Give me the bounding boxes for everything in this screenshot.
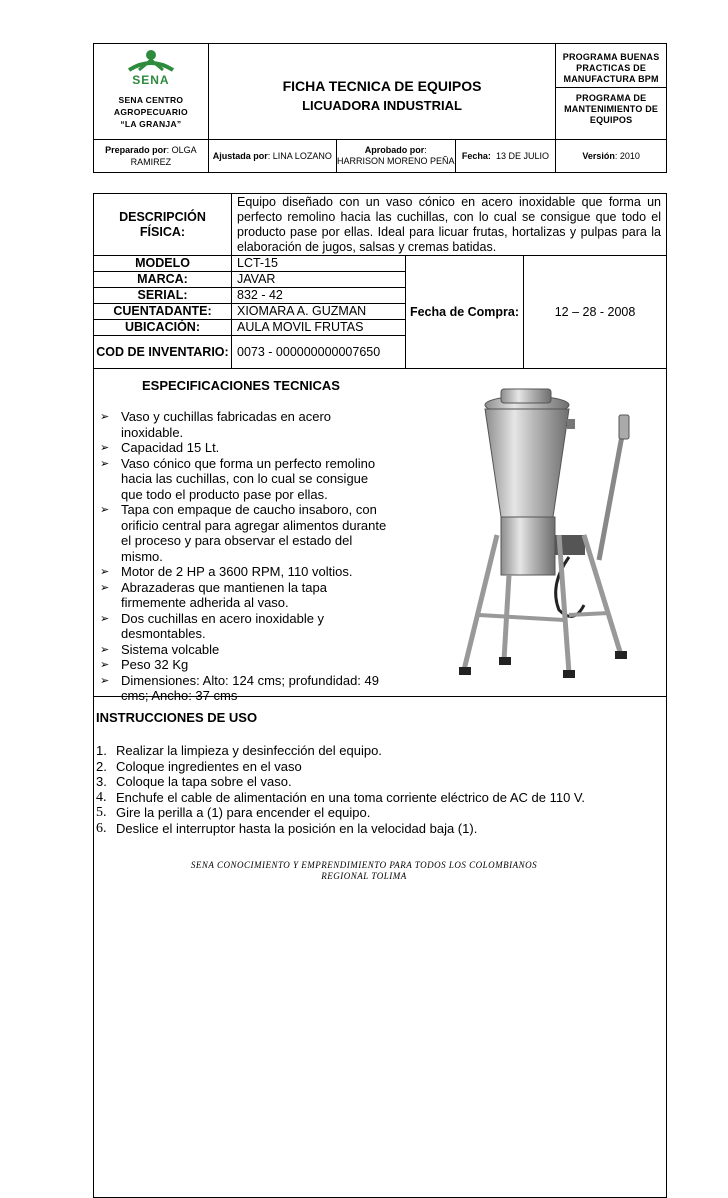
list-item: ➢ Vaso y cuchillas fabricadas en acero inoxidable. (100, 409, 390, 440)
brand-value: JAVAR (232, 272, 406, 288)
list-item: ➢ Dos cuchillas en acero inoxidable y desmontables. (100, 611, 390, 642)
list-item: 1. Realizar la limpieza y desinfección del equipo. (96, 743, 382, 758)
version: Versión: 2010 (556, 140, 667, 173)
purchase-label: Fecha de Compra: (406, 256, 524, 369)
list-item: ➢ Capacidad 15 Lt. (100, 440, 390, 456)
location-label: UBICACIÓN: (94, 320, 232, 336)
custodian-label: CUENTADANTE: (94, 304, 232, 320)
logo-text: SENA (132, 73, 170, 87)
logo-cell (94, 44, 209, 140)
program-maintenance: PROGRAMA DE MANTENIMIENTO DE EQUIPOS (564, 93, 659, 125)
header-table (93, 43, 667, 173)
content-body (93, 363, 667, 1198)
list-item: 5. Gire la perilla a (1) para encender el equipo. (96, 805, 371, 820)
sena-logo (121, 48, 181, 94)
blender-image (449, 385, 649, 685)
serial-label: SERIAL: (94, 288, 232, 304)
program-bpm: PROGRAMA BUENAS PRACTICAS DE MANUFACTURA BPM (556, 51, 666, 88)
list-item: ➢ Motor de 2 HP a 3600 RPM, 110 voltios. (100, 564, 390, 580)
description-text: Equipo diseñado con un vaso cónico en acero inoxidable que forma un perfecto remolino hacia las cuchillas, con lo cual se consigue que todo el producto pase por ellas. Ideal para licuar frutas, hortalizas y pulpas para la elaboración de jugos, salsas y cremas batidas. (232, 194, 667, 256)
inventory-label: COD DE INVENTARIO: (94, 336, 232, 369)
page-title: FICHA TECNICA DE EQUIPOS (282, 78, 482, 94)
org-name: SENA CENTRO AGROPECUARIO “LA GRANJA” (113, 95, 188, 129)
custodian-value: XIOMARA A. GUZMAN (232, 304, 406, 320)
adjusted-by: Ajustada por: LINA LOZANO (208, 140, 336, 173)
model-label: MODELO (94, 256, 232, 272)
location-value: AULA MOVIL FRUTAS (232, 320, 406, 336)
title-cell (208, 44, 555, 140)
instructions-list (96, 743, 656, 836)
instructions-title: INSTRUCCIONES DE USO (96, 710, 258, 725)
serial-value: 832 - 42 (232, 288, 406, 304)
list-item: ➢ Peso 32 Kg (100, 657, 390, 673)
inventory-value: 0073 - 000000000007650 (232, 336, 406, 369)
specs-title: ESPECIFICACIONES TECNICAS (142, 378, 340, 393)
specs-list (100, 409, 390, 704)
equipment-table (93, 193, 667, 369)
list-item: ➢ Sistema volcable (100, 642, 390, 658)
list-item: 6. Deslice el interruptor hasta la posición en la velocidad baja (1). (96, 820, 478, 836)
program-cell (556, 44, 667, 140)
list-item: ➢ Tapa con empaque de caucho insaboro, con orificio central para agregar alimentos durante el proceso y para observar el estado del mismo. (100, 502, 390, 564)
list-item: 2. Coloque ingredientes en el vaso (96, 758, 302, 774)
description-label: DESCRIPCIÓN FÍSICA: (94, 194, 232, 256)
list-item: ➢ Dimensiones: Alto: 124 cms; profundidad: 49 cms; Ancho: 37 cms (100, 673, 390, 704)
footer: SENA CONOCIMIENTO Y EMPRENDIMIENTO PARA TODOS LOS COLOMBIANOS REGIONAL TOLIMA (190, 860, 538, 881)
brand-label: MARCA: (94, 272, 232, 288)
purchase-value: 12 – 28 - 2008 (524, 256, 667, 369)
list-item: 3. Coloque la tapa sobre el vaso. (96, 774, 292, 789)
approved-by: Aprobado por: HARRISON MORENO PEÑA (336, 140, 455, 173)
list-item: 4. Enchufe el cable de alimentación en una toma corriente eléctrico de AC de 110 V. (96, 789, 586, 805)
specs-section (94, 363, 666, 703)
page-subtitle: LICUADORA INDUSTRIAL (302, 98, 462, 113)
list-item: ➢ Vaso cónico que forma un perfecto remolino hacia las cuchillas, con lo cual se consigue que todo el producto pase por ellas. (100, 456, 390, 503)
list-item: ➢ Abrazaderas que mantienen la tapa firmemente adherida al vaso. (100, 580, 390, 611)
model-value: LCT-15 (232, 256, 406, 272)
prepared-by: Preparado por: OLGA RAMIREZ (94, 140, 209, 173)
date: Fecha: 13 DE JULIO (455, 140, 556, 173)
